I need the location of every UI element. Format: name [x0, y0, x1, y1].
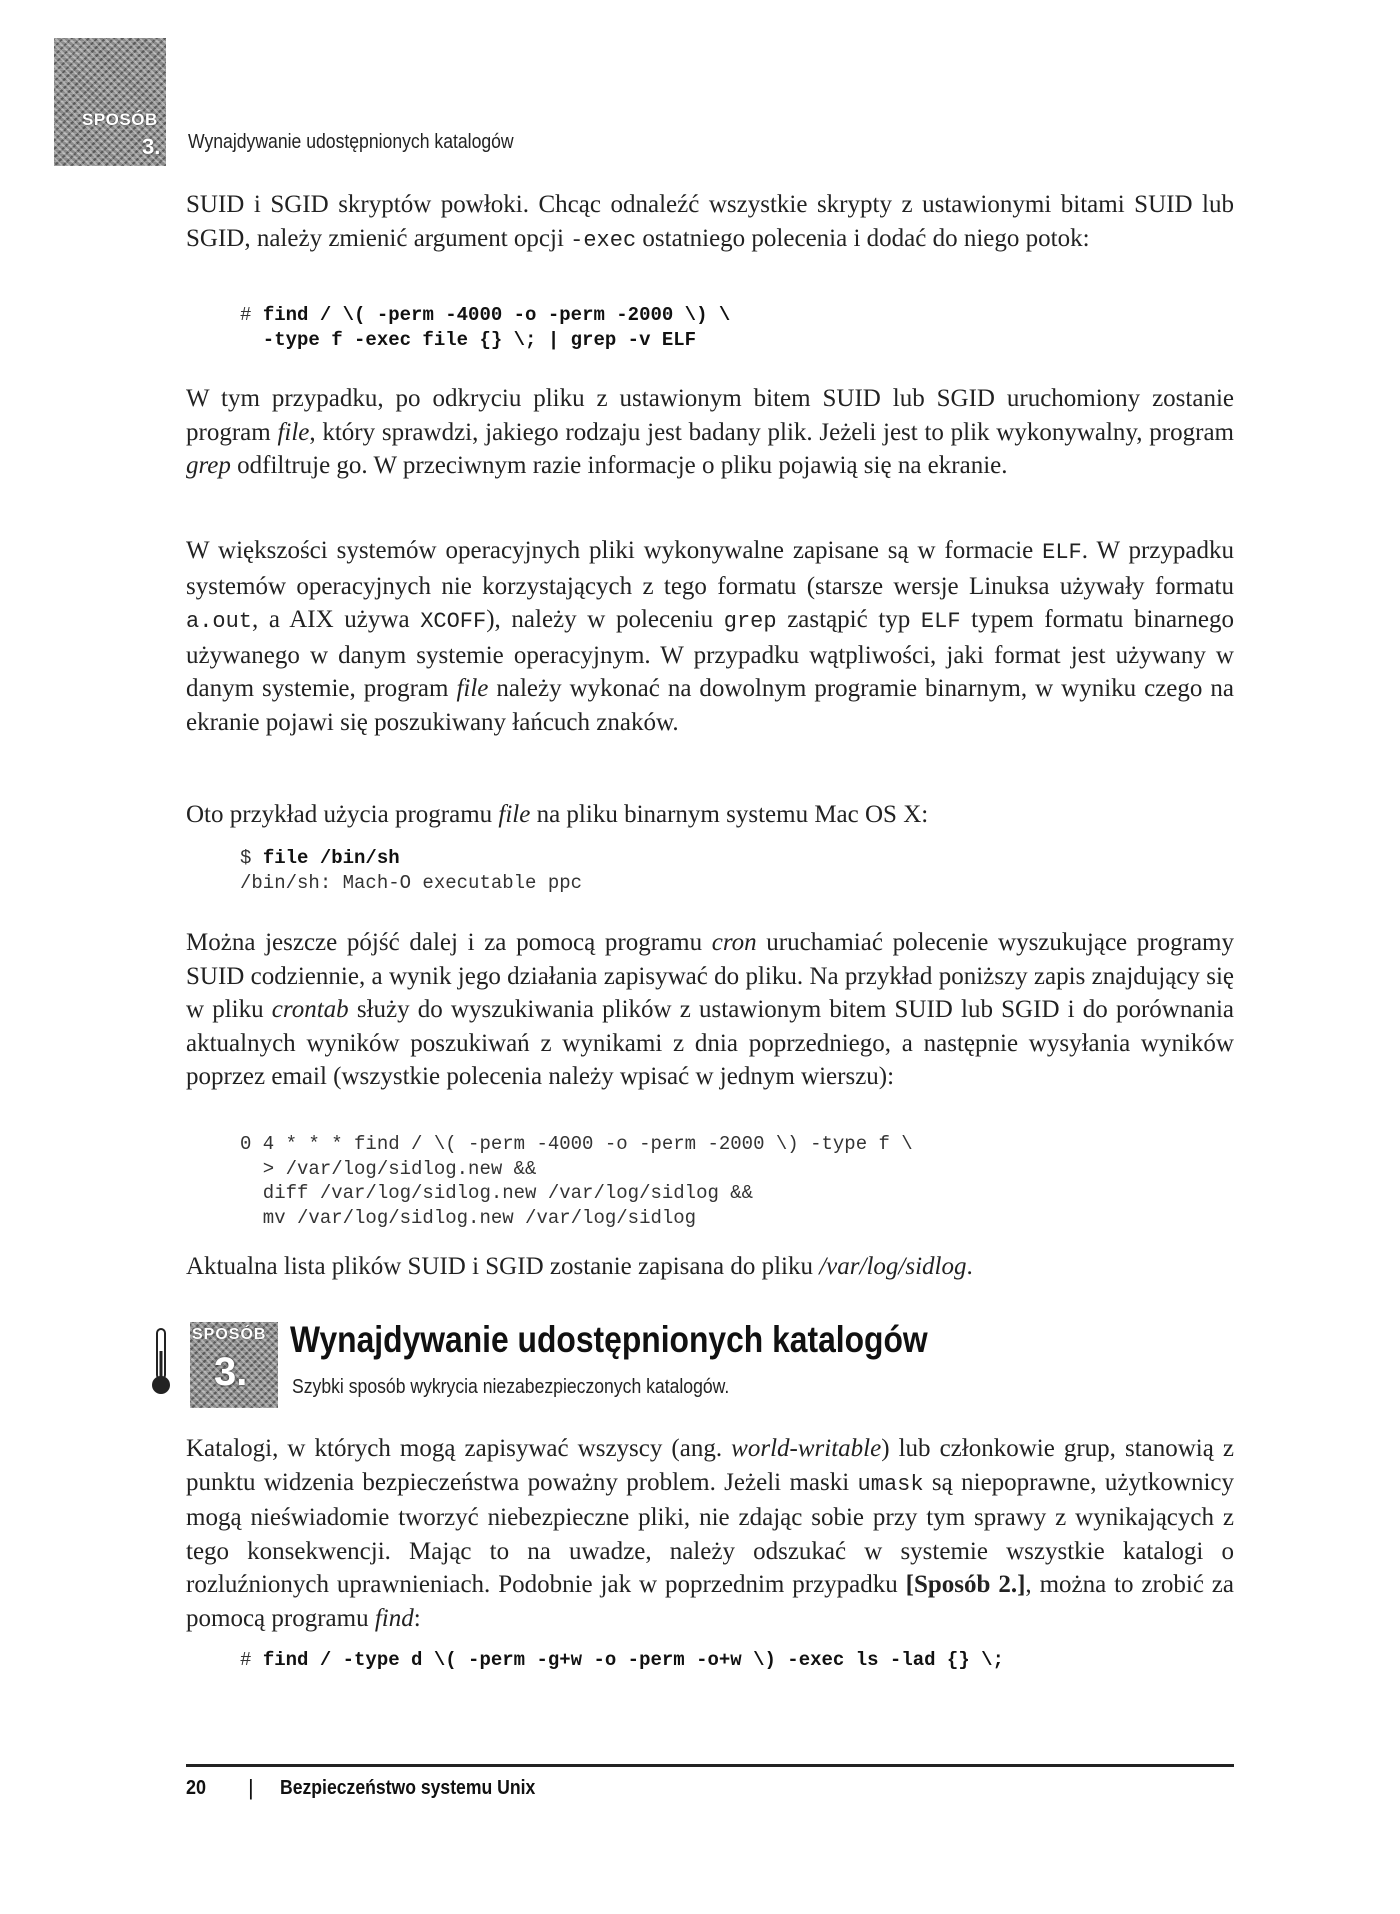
footer-separator: |	[248, 1775, 254, 1800]
code-line: file /bin/sh	[262, 847, 400, 869]
text-run: , można to zrobić za pomocą programu	[186, 1571, 1235, 1632]
paragraph-3	[186, 534, 1234, 740]
header-badge-number: 3.	[142, 134, 161, 159]
code-output: /bin/sh: Mach-O executable ppc	[240, 871, 583, 894]
code-line: -type f -exec file {} \; | grep -v ELF	[240, 328, 697, 351]
text-run: ostatniego polecenia i dodać do niego potok:	[636, 224, 1090, 252]
italic-term: world-writable	[731, 1435, 882, 1462]
paragraph-6	[186, 1250, 1234, 1284]
footer-rule	[186, 1764, 1234, 1767]
paragraph-5	[186, 926, 1234, 1094]
italic-term: grep	[186, 452, 231, 480]
text-run: Oto przykład użycia programu	[186, 801, 499, 828]
text-run: Aktualna lista plików SUID i SGID zostanie zapisana do pliku	[186, 1253, 820, 1280]
section-subtitle: Szybki sposób wykrycia niezabezpieczonych katalogów.	[292, 1376, 730, 1398]
section-badge	[190, 1322, 278, 1408]
inline-code: ELF	[920, 609, 961, 635]
header-badge-label: SPOSÓB	[82, 110, 158, 129]
thermometer-icon	[150, 1327, 172, 1397]
text-run: ) lub członkowie grup, stanowią z punktu widzenia bezpieczeństwa poważny problem. Jeżeli maski	[186, 1435, 1234, 1496]
italic-term: file	[498, 801, 531, 828]
paragraph-2	[186, 382, 1234, 483]
text-run: . W przypadku systemów operacyjnych nie korzystających z tego formatu (starsze wersje Linuksa używały formatu	[186, 537, 1234, 600]
code-block-3	[240, 1132, 913, 1230]
text-run: Katalogi, w których mogą zapisywać wszyscy (ang.	[186, 1435, 732, 1462]
code-line: mv /var/log/sidlog.new /var/log/sidlog	[240, 1206, 697, 1229]
text-run: :	[413, 1604, 421, 1632]
inline-code: ELF	[1042, 540, 1082, 565]
text-run: uruchamiać polecenie wyszukujące programy SUID codziennie, a wynik jego działania zapisywać do pliku. Na przykład poniższy zapis znajdujący się w pliku	[186, 929, 1234, 1024]
shell-prompt: #	[240, 304, 263, 326]
italic-term: /var/log/sidlog	[819, 1253, 967, 1280]
text-run: należy wykonać na dowolnym programie binarnym, w wyniku czego na ekranie pojawi się poszukiwany łańcuch znaków.	[186, 675, 1234, 736]
code-block-2	[240, 846, 582, 895]
italic-term: file	[456, 675, 489, 703]
cross-reference: [Sposób 2.]	[905, 1571, 1026, 1599]
section-badge-number: 3.	[214, 1350, 248, 1394]
code-line: find / \( -perm -4000 -o -perm -2000 \) \	[262, 304, 731, 326]
footer-book-title: Bezpieczeństwo systemu Unix	[280, 1777, 536, 1799]
inline-code: grep	[723, 609, 777, 635]
text-run: ), należy w poleceniu	[486, 606, 724, 634]
code-block-4	[240, 1648, 1004, 1673]
shell-prompt: $	[240, 847, 263, 869]
inline-code: -exec	[570, 227, 637, 253]
running-header-title: Wynajdywanie udostępnionych katalogów	[188, 131, 514, 153]
code-line: diff /var/log/sidlog.new /var/log/sidlog &&	[240, 1182, 754, 1204]
italic-term: crontab	[271, 996, 349, 1024]
text-run: na pliku binarnym systemu Mac OS X:	[530, 801, 929, 828]
text-run: Można jeszcze pójść dalej i za pomocą programu	[186, 929, 712, 956]
text-run: , który sprawdzi, jakiego rodzaju jest badany plik. Jeżeli jest to plik wykonywalny, program	[309, 418, 1234, 446]
text-run: W tym przypadku, po odkryciu pliku z ustawionym bitem SUID lub SGID uruchomiony zostanie program	[186, 385, 1234, 446]
paragraph-1	[186, 188, 1234, 257]
code-line: > /var/log/sidlog.new &&	[240, 1157, 537, 1180]
text-run: , a AIX używa	[252, 606, 421, 634]
shell-prompt: #	[240, 1649, 263, 1671]
italic-term: cron	[711, 929, 757, 956]
inline-code: umask	[857, 1471, 924, 1497]
code-line: 0 4 * * * find / \( -perm -4000 -o -perm -2000 \) -type f \	[240, 1133, 913, 1155]
text-run: są niepoprawne, użytkownicy mogą nieświadomie tworzyć niebezpieczne pliki, nie zdając sobie przy tym sprawy z wynikających z tego konsekwencji. Mając to na uwadze, należy odszukać w systemie wszystkie katalogi o rozluźnionych uprawnieniach. Podobnie jak w poprzednim przypadku	[186, 1468, 1234, 1599]
code-block-1	[240, 303, 730, 352]
paragraph-4	[186, 798, 1234, 832]
inline-code: XCOFF	[420, 609, 487, 635]
code-line: find / -type d \( -perm -g+w -o -perm -o+w \) -exec ls -lad {} \;	[262, 1649, 1004, 1671]
paragraph-7	[186, 1432, 1234, 1636]
text-run: .	[966, 1253, 973, 1280]
header-badge	[54, 38, 166, 166]
section-title: Wynajdywanie udostępnionych katalogów	[290, 1319, 928, 1360]
italic-term: find	[374, 1604, 414, 1632]
section-badge-label: SPOSÓB	[192, 1326, 267, 1343]
inline-code: a.out	[186, 609, 253, 635]
text-run: służy do wyszukiwania plików z ustawionym bitem SUID lub SGID i do porównania aktualnych wyników poszukiwań z wynikami z dnia poprzedniego, a następnie wysyłania wyników poprzez email (wszystkie polecenia należy wpisać w jednym wierszu):	[186, 996, 1234, 1091]
text-run: typem formatu binarnego używanego w danym systemie operacyjnym. W przypadku wątpliwości, jaki format jest używany w danym systemie, program	[186, 606, 1235, 703]
italic-term: file	[277, 418, 310, 446]
page-number: 20	[186, 1777, 207, 1799]
text-run: odfiltruje go. W przeciwnym razie informacje o pliku pojawią się na ekranie.	[230, 452, 1008, 480]
text-run: zastąpić typ	[776, 606, 921, 634]
text-run: W większości systemów operacyjnych pliki wykonywalne zapisane są w formacie	[186, 537, 1043, 564]
text-run: SUID i SGID skryptów powłoki. Chcąc odnaleźć wszystkie skrypty z ustawionymi bitami SUID lub SGID, należy zmienić argument opcji	[186, 191, 1234, 252]
